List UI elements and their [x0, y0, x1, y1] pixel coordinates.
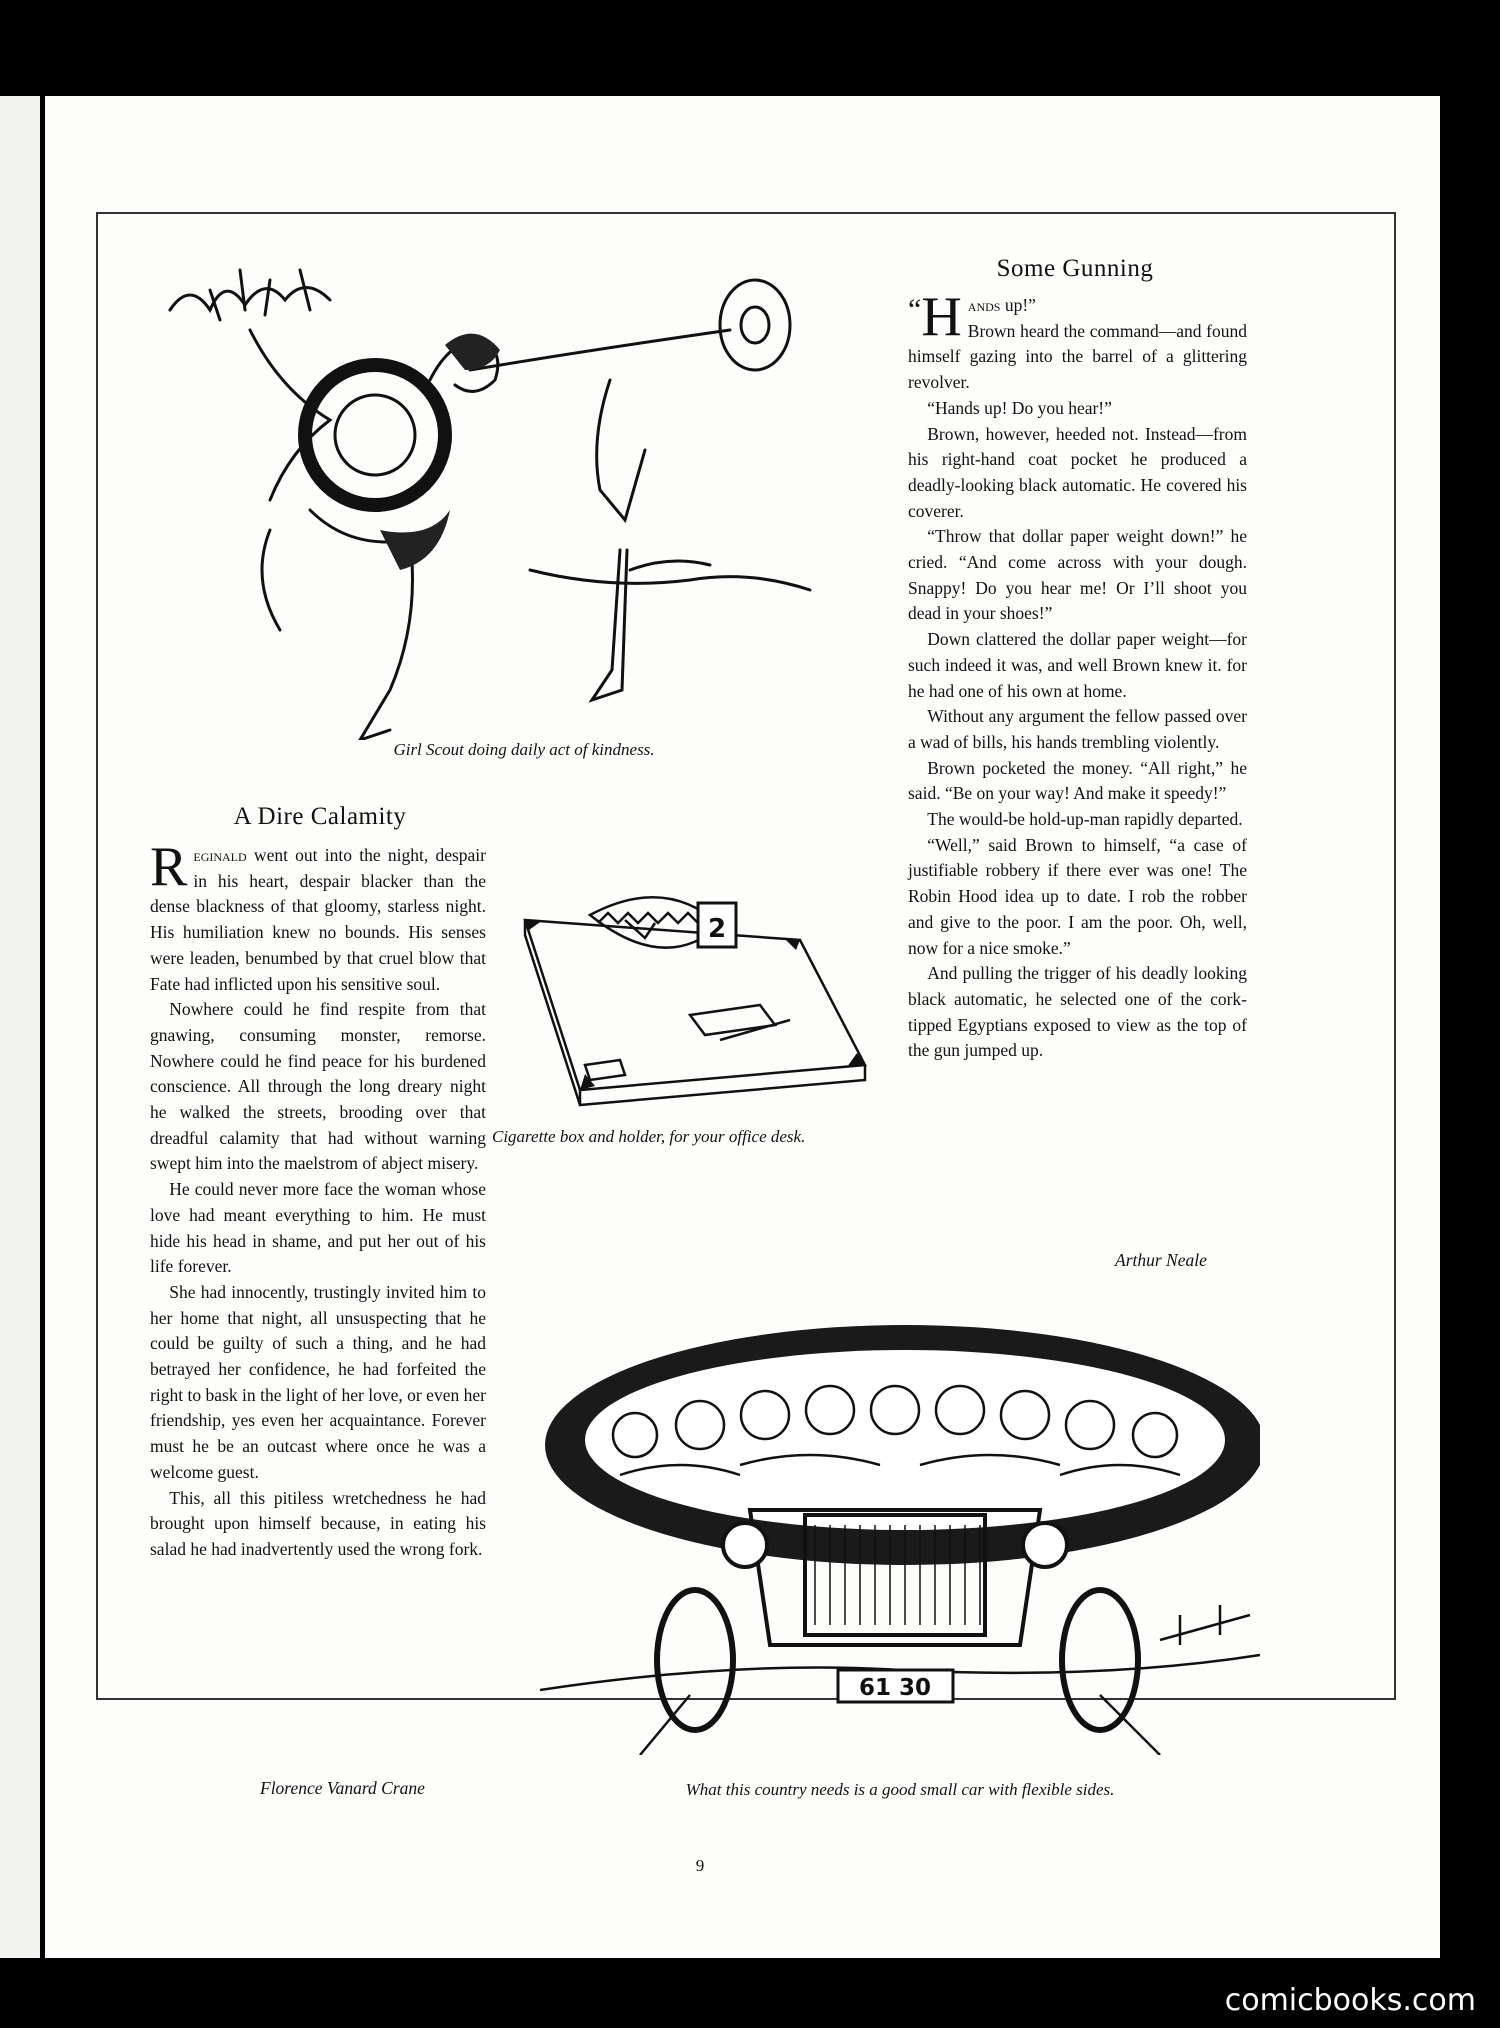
gunning-paragraph: Brown, however, heeded not. Instead—from his right-hand coat pocket he produced a deadly-looking black automatic. He covered his coverer. [908, 423, 1247, 521]
calamity-lead-smallcaps: eginald [193, 845, 247, 865]
site-watermark: comicbooks.com [1224, 1983, 1476, 2018]
cigarette-box-caption: Cigarette box and holder, for your office desk. [492, 1127, 806, 1146]
calamity-title: A Dire Calamity [233, 803, 407, 830]
calamity-dropcap: R [150, 836, 188, 898]
license-plate: 61 30 [858, 1675, 932, 1701]
gunning-lead-text: up!” [1000, 295, 1036, 315]
cigarette-box-illustration [520, 895, 870, 1120]
gunning-dropcap: H [921, 286, 962, 348]
gunning-paragraph: Without any argument the fellow passed over a wad of bills, his hands trembling violently. [908, 706, 1247, 752]
gunning-paragraph: And pulling the trigger of his deadly looking black automatic, he selected one of the cork-tipped Egyptians exposed to view as the top of the gun jumped up. [908, 963, 1247, 1061]
left-page-edge [0, 96, 40, 1958]
page-number: 9 [695, 1856, 705, 1875]
calamity-paragraph: Nowhere could he find respite from that gnawing, consuming monster, remorse. Nowhere could he find peace for his burdened conscience. All through the long dreary night he walked the streets, brooding over that dreadful calamity that had without warning swept him into the maelstrom of abject misery. [150, 999, 486, 1174]
gunning-paragraph: “Hands up! Do you hear!” [927, 397, 1112, 418]
gunning-paragraph: Brown pocketed the money. “All right,” he said. “Be on your way! And make it speedy!” [908, 757, 1247, 804]
gunning-author: Arthur Neale [1115, 1250, 1207, 1270]
calamity-author: Florence Vanard Crane [260, 1778, 425, 1798]
gunning-title: Some Gunning [996, 255, 1154, 282]
girl-scout-illustration [150, 250, 870, 740]
small-car-caption: What this country needs is a good small car with flexible sides. [685, 1780, 1115, 1799]
gunning-paragraph: The would-be hold-up-man rapidly departed. [927, 809, 1243, 830]
gunning-paragraph: “Throw that dollar paper weight down!” he cried. “And come across with your dough. Snappy! Do you hear me! Or I’ll shoot you dead in your shoes!” [908, 526, 1247, 624]
gunning-paragraph: Brown heard the command—and found himself gazing into the barrel of a glittering revolver. [908, 320, 1247, 393]
calamity-lead-paragraph [150, 836, 486, 997]
small-car-illustration [540, 1315, 1260, 1755]
calamity-paragraph: She had innocently, trustingly invited him to her home that night, all unsuspecting that he could be guilty of such a thing, and he had betrayed her confidence, he had forfeited the right to bask in the light of her love, or even her friendship, yes even her acquaintance. Forever must he be an outcast where once he was a welcome guest. [150, 1281, 486, 1482]
calamity-lead-text: went out into the night, despair in his heart, despair blacker than the dense blackness of that gloomy, starless night. His humiliation knew no bounds. His senses were leaden, benumbed by that cruel blow that Fate had inflicted upon his sensitive soul. [150, 845, 486, 994]
calamity-article [150, 836, 486, 1563]
gunning-article [908, 286, 1247, 1064]
gunning-lead-paragraph [908, 286, 1247, 396]
gunning-lead-smallcaps: ands [967, 295, 1001, 315]
desk-number-card: 2 [707, 914, 727, 944]
calamity-paragraph: He could never more face the woman whose love had meant everything to him. He must hide his head in shame, and put her out of his life forever. [150, 1179, 486, 1277]
calamity-paragraph: This, all this pitiless wretchedness he had brought upon himself because, in eating his salad he had inadvertently used the wrong fork. [150, 1487, 486, 1559]
gunning-paragraph: “Well,” said Brown to himself, “a case of justifiable robbery if there ever was one! The Robin Hood idea up to date. I rob the robber and give to the poor. I am the poor. Oh, well, now for a nice smoke.” [908, 834, 1247, 958]
gunning-open-quote: “ [908, 293, 922, 326]
gunning-paragraph: Down clattered the dollar paper weight—for such indeed it was, and well Brown knew it. for he had one of his own at home. [908, 629, 1247, 701]
girl-scout-caption: Girl Scout doing daily act of kindness. [393, 740, 655, 759]
